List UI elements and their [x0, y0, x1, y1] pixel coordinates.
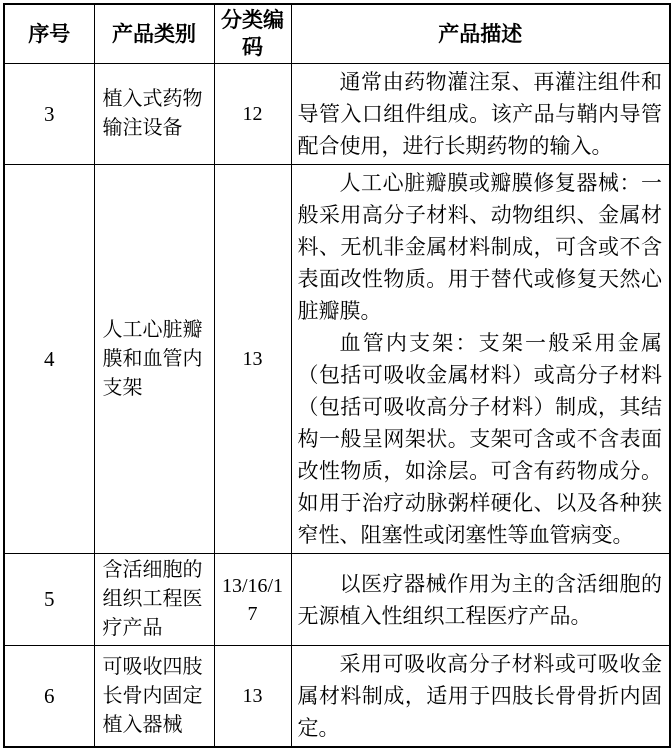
description-paragraph: 采用可吸收高分子材料或可吸收金属材料制成，适用于四肢长骨骨折内固定。: [297, 652, 662, 740]
cell-serial: 3: [4, 64, 94, 165]
description-paragraph: 人工心脏瓣膜或瓣膜修复器械：一般采用高分子材料、动物组织、金属材料、无机非金属材料制成，可含或不含表面改性物质。用于替代或修复天然心脏瓣膜。: [297, 171, 662, 323]
table-row: [4, 165, 670, 554]
cell-serial: 6: [4, 646, 94, 748]
cell-serial: 4: [4, 165, 94, 554]
description-paragraph: 通常由药物灌注泵、再灌注组件和导管入口组件组成。该产品与鞘内导管配合使用，进行长期药物的输入。: [297, 70, 662, 158]
description-paragraph: 以医疗器械作用为主的含活细胞的无源植入性组织工程医疗产品。: [297, 571, 662, 628]
classification-table: [3, 3, 671, 748]
cell-code: 12: [214, 64, 291, 165]
table-row: [4, 646, 670, 748]
table-row: [4, 64, 670, 165]
cell-description: [291, 64, 670, 165]
cell-serial: 5: [4, 554, 94, 646]
table-row: [4, 554, 670, 646]
cell-code: 13: [214, 165, 291, 554]
cell-code: 13/16/17: [214, 554, 291, 646]
header-cell-category: 产品类别: [94, 4, 214, 64]
header-cell-serial: 序号: [4, 4, 94, 64]
description-paragraph: 血管内支架：支架一般采用金属（包括可吸收金属材料）或高分子材料（包括可吸收高分子材料）制成，其结构一般呈网架状。支架可含或不含表面改性物质，如涂层。可含有药物成分。如用于治疗动脉粥样硬化、以及各种狭窄性、阻塞性或闭塞性等血管病变。: [297, 331, 662, 547]
cell-description: [291, 646, 670, 748]
cell-category: 含活细胞的组织工程医疗产品: [94, 554, 214, 646]
cell-category: 可吸收四肢长骨内固定植入器械: [94, 646, 214, 748]
cell-description: [291, 554, 670, 646]
cell-category: 植入式药物输注设备: [94, 64, 214, 165]
cell-category: 人工心脏瓣膜和血管内支架: [94, 165, 214, 554]
header-cell-description: 产品描述: [291, 4, 670, 64]
header-cell-code: 分类编码: [214, 4, 291, 64]
header-row: [4, 4, 670, 64]
cell-code: 13: [214, 646, 291, 748]
cell-description: [291, 165, 670, 554]
